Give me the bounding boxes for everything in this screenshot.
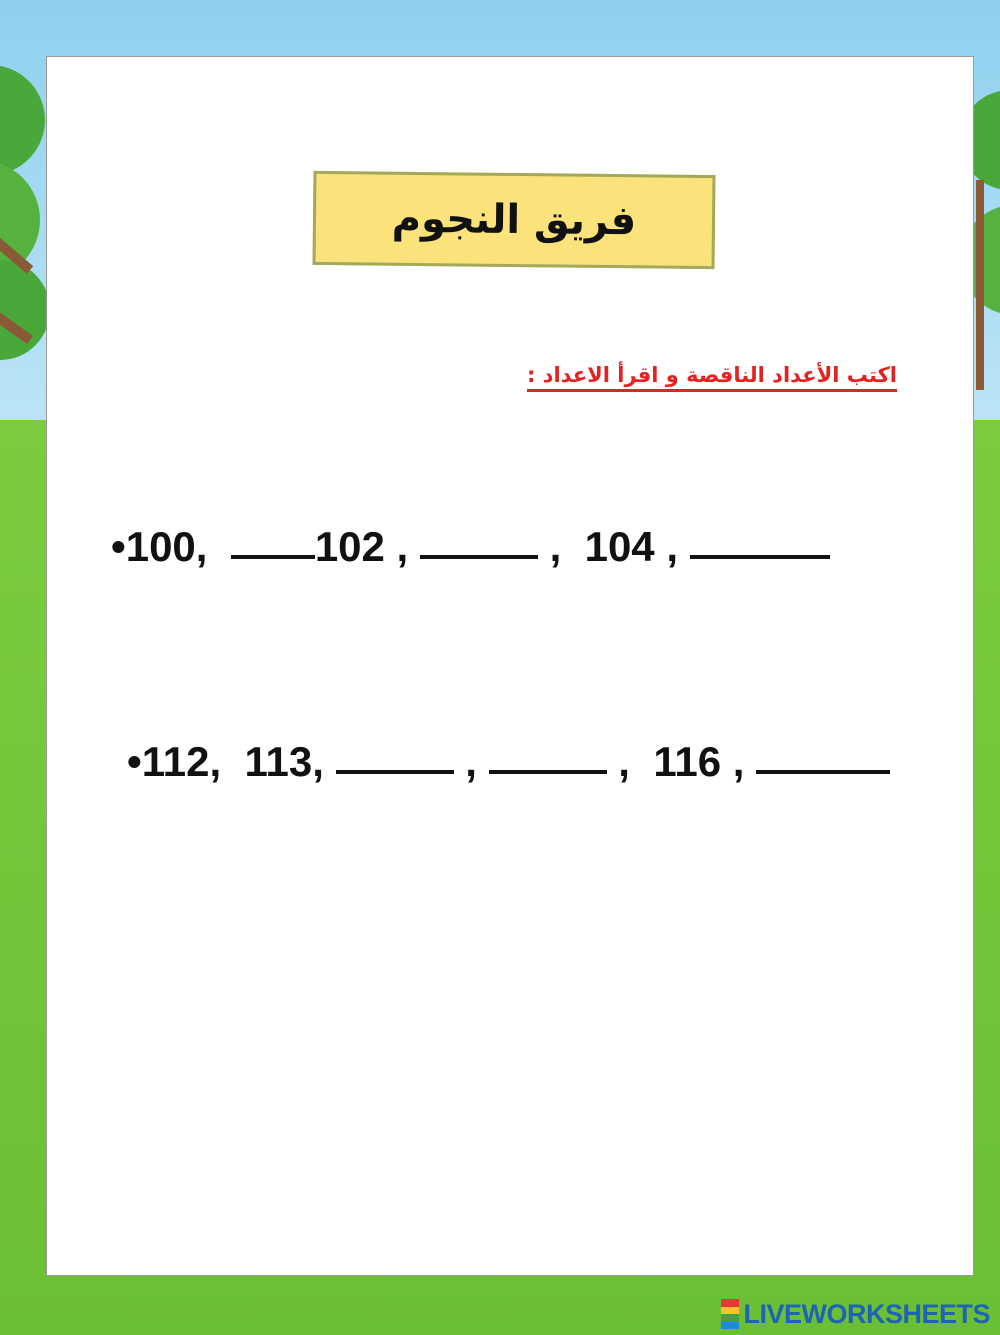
sequence-number: 102 , [314, 523, 409, 570]
sequence-separator: , [618, 738, 630, 785]
answer-blank[interactable] [231, 555, 315, 559]
sequence-number: 100, [125, 523, 208, 570]
tree-left-decoration [0, 60, 50, 390]
liveworksheets-logo [721, 1299, 990, 1329]
sequence-number: 104 , [584, 523, 679, 570]
sequence-number: 112, [141, 738, 222, 785]
title-banner [313, 171, 716, 269]
instruction-text: اكتب الأعداد الناقصة و اقرأ الاعداد : [527, 363, 897, 392]
worksheet-title: فريق النجوم [391, 195, 637, 245]
liveworksheets-logo-icon [721, 1299, 739, 1329]
sequence-row-1: •100, 102 , , 104 , [111, 522, 830, 572]
logo-text: LIVEWORKSHEETS [743, 1298, 990, 1329]
answer-blank[interactable] [420, 555, 538, 559]
answer-blank[interactable] [756, 770, 890, 774]
sequence-number: 116 , [653, 738, 745, 785]
answer-blank[interactable] [489, 770, 607, 774]
tree-right-decoration [970, 60, 1000, 390]
sequence-number: 113, [244, 738, 324, 785]
sequence-separator: , [549, 523, 562, 570]
answer-blank[interactable] [690, 555, 830, 559]
worksheet-page [46, 56, 974, 1276]
answer-blank[interactable] [336, 770, 454, 774]
sequence-separator: , [465, 738, 477, 785]
sequence-row-2: •112, 113, , , 116 , [127, 737, 890, 787]
